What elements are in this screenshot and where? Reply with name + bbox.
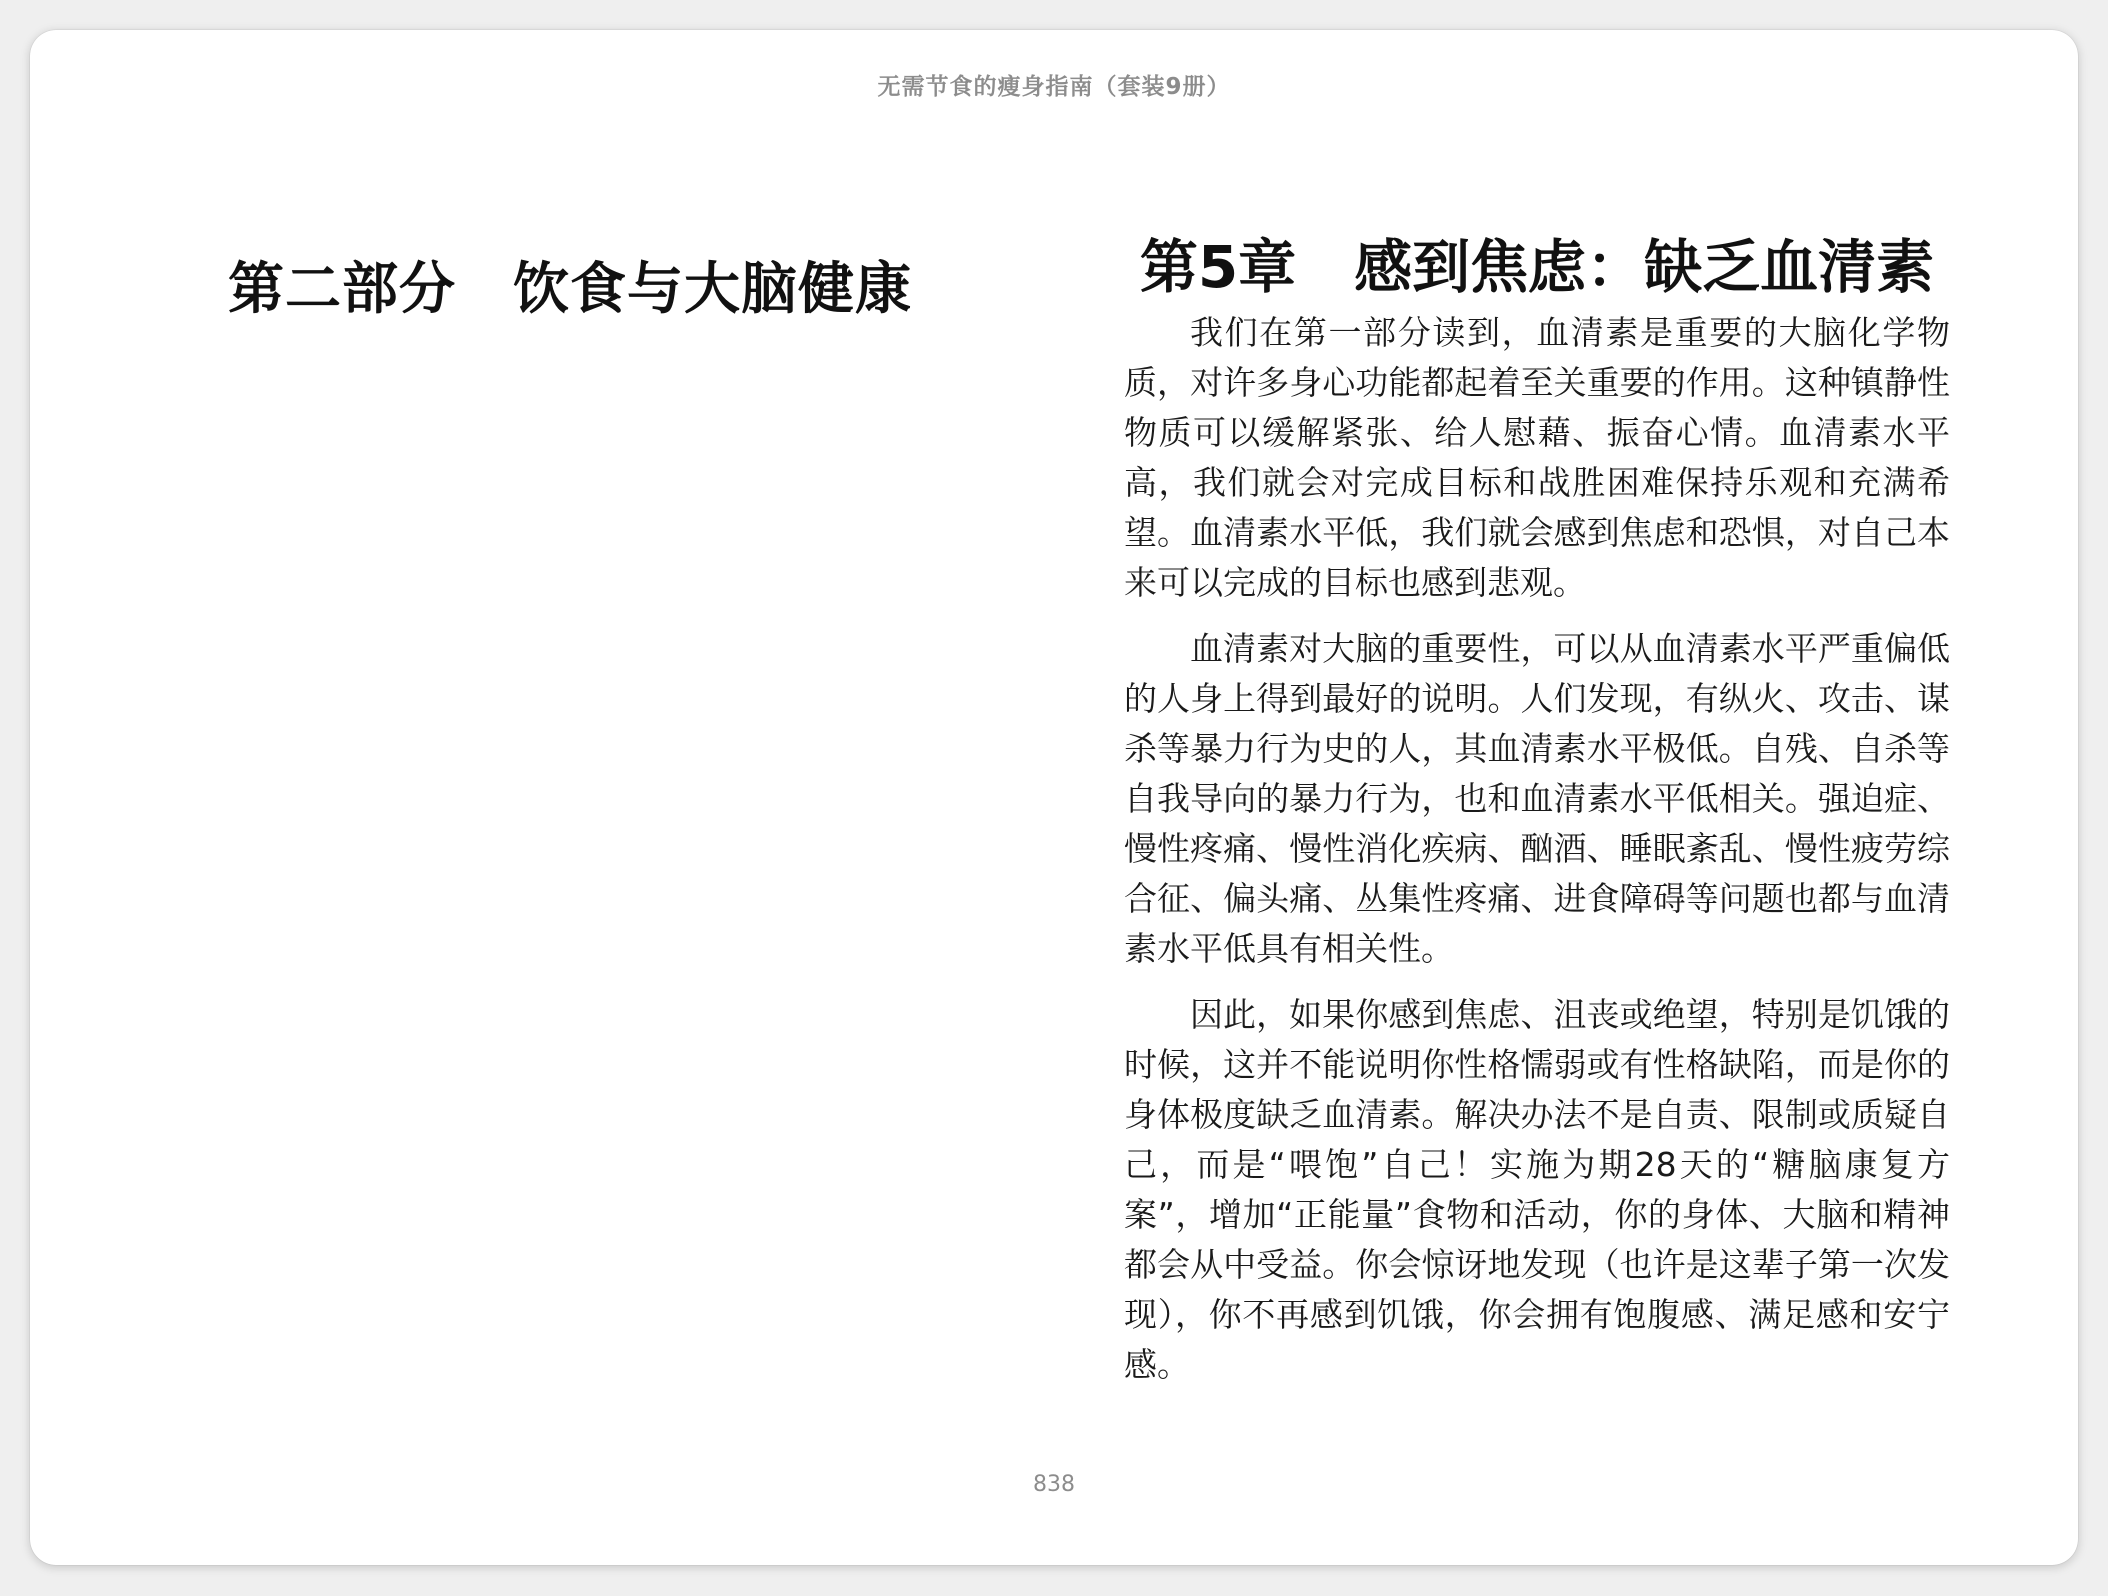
body-paragraph: 血清素对大脑的重要性，可以从血清素水平严重偏低的人身上得到最好的说明。人们发现，有纵火、攻击、谋杀等暴力行为史的人，其血清素水平极低。自残、自杀等自我导向的暴力行为，也和血清素水平低相关。强迫症、慢性疼痛、慢性消化疾病、酗酒、睡眠紊乱、慢性疲劳综合征、偏头痛、丛集性疼痛、进食障碍等问题也都与血清素水平低具有相关性。 [1124,629,1950,968]
book-reader-window [30,30,2078,1565]
page-number: 838 [1033,1472,1075,1497]
book-title: 无需节食的瘦身指南（套装9册） [877,74,1231,100]
chapter-body [1124,308,1950,1406]
part-heading: 第二部分 饮食与大脑健康 [228,257,912,322]
body-paragraph: 因此，如果你感到焦虑、沮丧或绝望，特别是饥饿的时候，这并不能说明你性格懦弱或有性格缺陷，而是你的身体极度缺乏血清素。解决办法不是自责、限制或质疑自己，而是“喂饱”自己！实施为期28天的“糖脑康复方案”，增加“正能量”食物和活动，你的身体、大脑和精神都会从中受益。你会惊讶地发现（也许是这辈子第一次发现），你不再感到饥饿，你会拥有饱腹感、满足感和安宁感。 [1124,995,1950,1384]
body-paragraph: 我们在第一部分读到，血清素是重要的大脑化学物质，对许多身心功能都起着至关重要的作用。这种镇静性物质可以缓解紧张、给人慰藉、振奋心情。血清素水平高，我们就会对完成目标和战胜困难保持乐观和充满希望。血清素水平低，我们就会感到焦虑和恐惧，对自己本来可以完成的目标也感到悲观。 [1124,313,1950,602]
chapter-heading: 第5章 感到焦虑：缺乏血清素 [1139,233,1935,301]
right-page [1124,30,1984,1565]
left-page [30,30,1054,1565]
